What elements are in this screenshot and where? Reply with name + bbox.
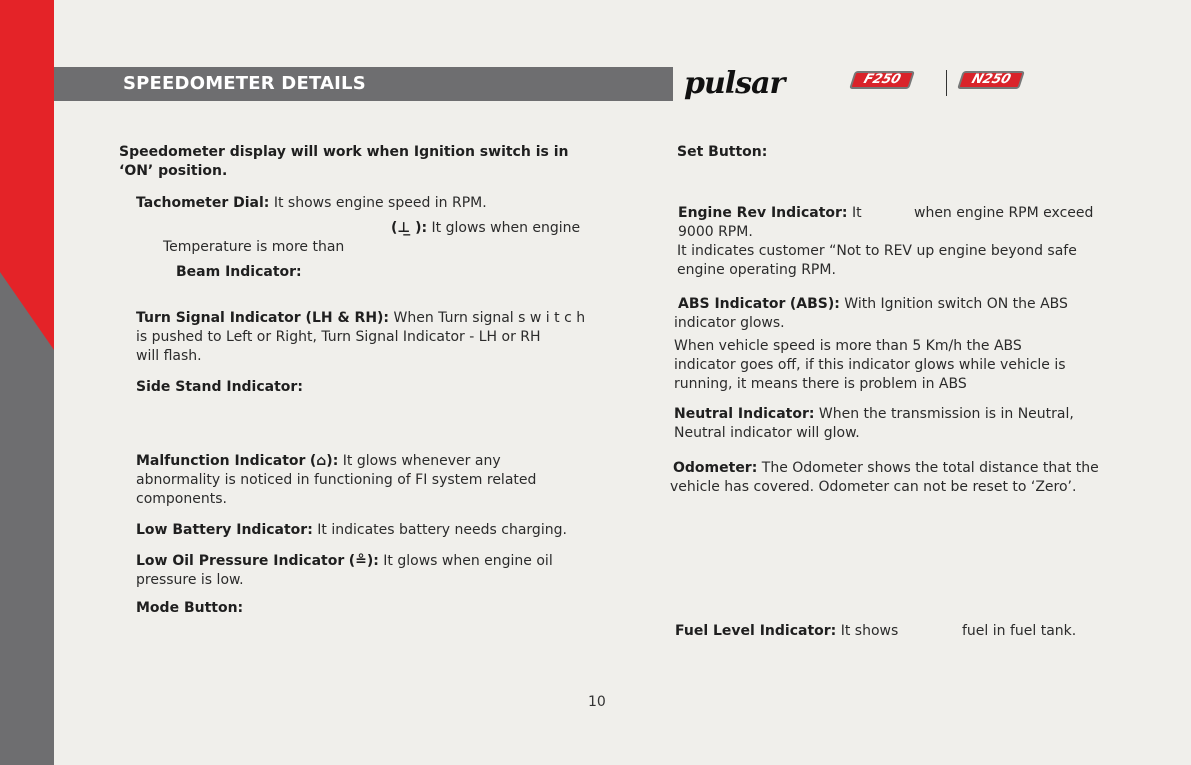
intro-line-1: Speedometer display will work when Ignition switch is in <box>119 144 569 160</box>
tachometer-item <box>136 194 487 213</box>
malfunction-label: Malfunction Indicator <box>136 453 306 469</box>
neutral-label: Neutral Indicator: <box>674 406 815 422</box>
oil-pressure-text-2: pressure is low. <box>136 572 244 588</box>
oil-pressure-label: Low Oil Pressure Indicator <box>136 553 345 569</box>
temperature-item <box>391 219 580 238</box>
low-battery-label: Low Battery Indicator: <box>136 522 313 538</box>
turn-signal-item <box>136 309 585 328</box>
abs-icon: (ABS): <box>789 296 840 312</box>
beam-indicator-label: Beam Indicator: <box>176 264 302 280</box>
fuel-level-text-a: It shows <box>836 623 899 639</box>
pulsar-wordmark: pulsar <box>684 66 785 101</box>
turn-signal-text-3: will flash. <box>136 348 202 364</box>
brand-logo <box>684 62 1064 102</box>
turn-signal-text-1: When Turn signal s w i t c h <box>389 310 586 326</box>
turn-signal-label: Turn Signal Indicator (LH & RH): <box>136 310 390 326</box>
temperature-text-2: Temperature is more than <box>163 239 345 255</box>
odometer-item <box>673 459 1099 478</box>
abs-item <box>678 295 1068 314</box>
abs-text-3: When vehicle speed is more than 5 Km/h the ABS <box>674 338 1022 354</box>
page-number: 10 <box>588 694 606 710</box>
side-stand-label: Side Stand Indicator: <box>136 379 303 395</box>
engine-rev-label: Engine Rev Indicator: <box>678 205 848 221</box>
brand-divider <box>946 70 947 96</box>
fuel-level-text-b: fuel in fuel tank. <box>962 623 1077 639</box>
engine-rev-item <box>678 204 862 223</box>
f250-badge: F250 <box>849 71 915 89</box>
temperature-text: It glows when engine <box>427 220 581 236</box>
malfunction-text-2: abnormality is noticed in functioning of FI system related <box>136 472 537 488</box>
malfunction-item <box>136 452 501 471</box>
abs-text-1: With Ignition switch ON the ABS <box>839 296 1068 312</box>
n250-badge: N250 <box>957 71 1025 89</box>
malfunction-text-1: It glows whenever any <box>338 453 501 469</box>
fuel-level-item <box>675 622 898 641</box>
fuel-level-label: Fuel Level Indicator: <box>675 623 837 639</box>
oil-pressure-item <box>136 552 553 571</box>
malfunction-text-3: components. <box>136 491 227 507</box>
tachometer-label: Tachometer Dial: <box>136 195 270 211</box>
engine-check-icon: (⌂): <box>309 453 339 469</box>
engine-rev-text-1b: when engine RPM exceed <box>914 205 1094 221</box>
odometer-text-2: vehicle has covered. Odometer can not be reset to ‘Zero’. <box>670 479 1077 495</box>
oil-can-icon: (≗): <box>348 553 379 569</box>
neutral-item <box>674 405 1074 424</box>
neutral-text-1: When the transmission is in Neutral, <box>814 406 1074 422</box>
abs-text-5: running, it means there is problem in ABS <box>674 376 967 392</box>
abs-label: ABS Indicator <box>678 296 786 312</box>
engine-rev-text-2: 9000 RPM. <box>678 224 753 240</box>
odometer-text-1: The Odometer shows the total distance that the <box>757 460 1099 476</box>
abs-text-2: indicator glows. <box>674 315 785 331</box>
oil-pressure-text-1: It glows when engine oil <box>378 553 553 569</box>
set-button-label: Set Button: <box>677 144 768 160</box>
odometer-label: Odometer: <box>673 460 758 476</box>
temperature-icon: (⊥̲ ): <box>391 220 428 236</box>
tachometer-text: It shows engine speed in RPM. <box>269 195 487 211</box>
low-battery-item <box>136 521 567 540</box>
abs-text-4: indicator goes off, if this indicator glows while vehicle is <box>674 357 1066 373</box>
engine-rev-text-3: It indicates customer “Not to REV up engine beyond safe <box>677 243 1077 259</box>
turn-signal-text-2: is pushed to Left or Right, Turn Signal Indicator - LH or RH <box>136 329 541 345</box>
engine-rev-text-1a: It <box>847 205 862 221</box>
neutral-text-2: Neutral indicator will glow. <box>674 425 860 441</box>
intro-line-2: ‘ON’ position. <box>119 163 228 179</box>
side-triangle <box>0 272 54 350</box>
engine-rev-text-4: engine operating RPM. <box>677 262 836 278</box>
mode-button-label: Mode Button: <box>136 600 244 616</box>
low-battery-text: It indicates battery needs charging. <box>312 522 567 538</box>
page-title: SPEEDOMETER DETAILS <box>123 73 366 94</box>
